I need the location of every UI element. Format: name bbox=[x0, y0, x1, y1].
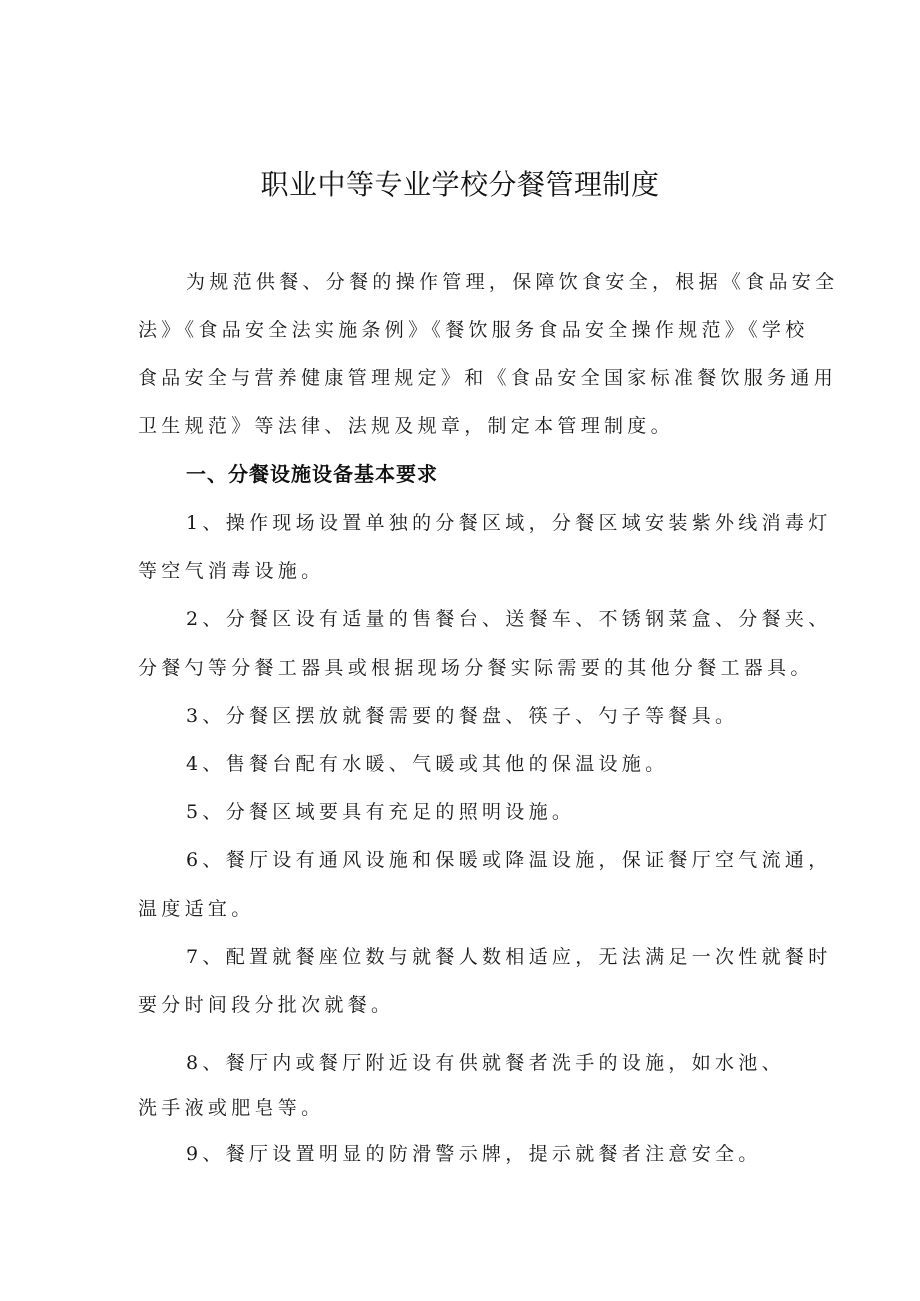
item-6-line-2: 温度适宜。 bbox=[138, 898, 255, 920]
item-3-line-1: 3、分餐区摆放就餐需要的餐盘、筷子、勺子等餐具。 bbox=[186, 705, 739, 727]
intro-line-1: 为规范供餐、分餐的操作管理，保障饮食安全，根据《食品安全 bbox=[186, 271, 839, 293]
item-6-line-1: 6、餐厅设有通风设施和保暖或降温设施，保证餐厅空气流通， bbox=[186, 849, 832, 871]
item-2-line-2: 分餐勺等分餐工器具或根据现场分餐实际需要的其他分餐工器具。 bbox=[138, 657, 814, 679]
item-7-line-2: 要分时间段分批次就餐。 bbox=[138, 994, 395, 1016]
intro-line-2: 法》《食品安全法实施条例》《餐饮服务食品安全操作规范》《学校 bbox=[138, 319, 809, 341]
intro-line-3: 食品安全与营养健康管理规定》和《食品安全国家标准餐饮服务通用 bbox=[138, 367, 838, 389]
item-1-line-1: 1、操作现场设置单独的分餐区域，分餐区域安装紫外线消毒灯 bbox=[186, 512, 832, 534]
item-5-line-1: 5、分餐区域要具有充足的照明设施。 bbox=[186, 801, 576, 823]
item-2-line-1: 2、分餐区设有适量的售餐台、送餐车、不锈钢菜盒、分餐夹、 bbox=[186, 608, 832, 630]
section-heading: 一、分餐设施设备基本要求 bbox=[186, 462, 438, 486]
item-9-line-1: 9、餐厅设置明显的防滑警示牌，提示就餐者注意安全。 bbox=[186, 1143, 762, 1165]
item-4-line-1: 4、售餐台配有水暖、气暖或其他的保温设施。 bbox=[186, 753, 669, 775]
item-8-line-1: 8、餐厅内或餐厅附近设有供就餐者洗手的设施，如水池、 bbox=[186, 1052, 785, 1074]
item-1-line-2: 等空气消毒设施。 bbox=[138, 560, 325, 582]
item-7-line-1: 7、配置就餐座位数与就餐人数相适应，无法满足一次性就餐时 bbox=[186, 946, 832, 968]
item-8-line-2: 洗手液或肥皂等。 bbox=[138, 1097, 325, 1119]
document-title: 职业中等专业学校分餐管理制度 bbox=[260, 168, 660, 201]
intro-line-4: 卫生规范》等法律、法规及规章，制定本管理制度。 bbox=[138, 415, 674, 437]
